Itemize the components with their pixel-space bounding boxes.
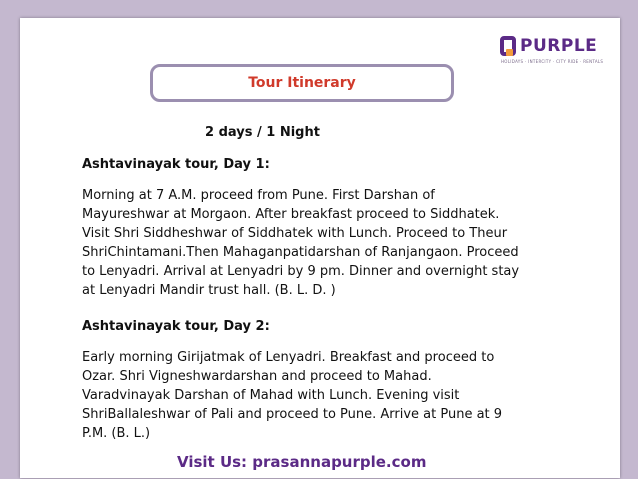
logo-tagline: HOLIDAYS · INTERCITY · CITY RIDE · RENTALS <box>501 59 604 64</box>
duration: 2 days / 1 Night <box>205 125 320 140</box>
day1-line: Morning at 7 A.M. proceed from Pune. First Darshan of <box>82 188 435 203</box>
day2-line: Ozar. Shri Vigneshwardarshan and proceed to Mahad. <box>82 369 432 384</box>
itinerary-content <box>82 155 552 443</box>
day2-line: ShriBallaleshwar of Pali and proceed to Pune. Arrive at Pune at 9 <box>82 407 503 422</box>
day1-line: ShriChintamani.Then Mahaganpatidarshan of Ranjangaon. Proceed <box>82 245 519 260</box>
day1-line: at Lenyadri Mandir trust hall. (B. L. D. ) <box>82 283 336 298</box>
day1-line: Visit Shri Siddheshwar of Siddhatek with Lunch. Proceed to Theur <box>82 226 508 241</box>
day2-line: P.M. (B. L.) <box>82 426 151 441</box>
title-box <box>150 64 454 102</box>
purple-logo <box>500 36 610 70</box>
day2-line: Varadvinayak Darshan of Mahad with Lunch. Evening visit <box>82 388 460 403</box>
purple-logo-icon <box>500 36 516 56</box>
day2-line: Early morning Girijatmak of Lenyadri. Breakfast and proceed to <box>82 350 495 365</box>
day1-line: to Lenyadri. Arrival at Lenyadri by 9 pm. Dinner and overnight stay <box>82 264 520 279</box>
day1-heading: Ashtavinayak tour, Day 1: <box>82 157 270 172</box>
logo-wordmark: PURPLE <box>520 36 598 56</box>
footer-link[interactable]: Visit Us: prasannapurple.com <box>177 453 427 471</box>
day2-heading: Ashtavinayak tour, Day 2: <box>82 319 270 334</box>
day1-line: Mayureshwar at Morgaon. After breakfast proceed to Siddhatek. <box>82 207 500 222</box>
page-title: Tour Itinerary <box>248 75 356 91</box>
